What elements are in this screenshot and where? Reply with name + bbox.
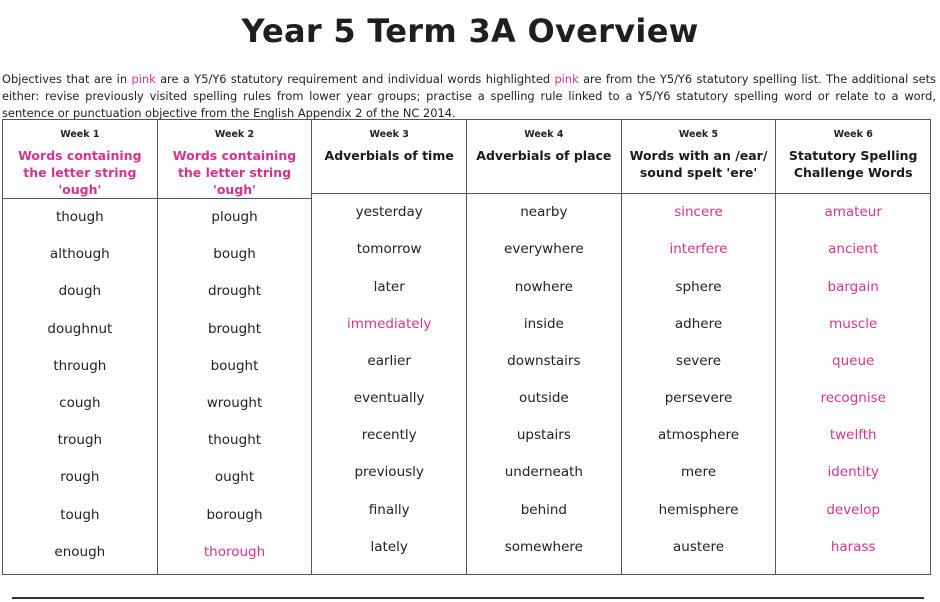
spelling-word: harass [830,538,876,555]
spelling-word: bargain [827,278,879,295]
word-list [776,194,930,574]
spelling-word: earlier [367,352,411,369]
spelling-overview-table [2,119,931,575]
spelling-word: wrought [206,394,263,411]
spelling-word: lately [370,538,408,555]
spelling-word: atmosphere [658,427,740,444]
spelling-word: doughnut [47,320,113,337]
spelling-word: borough [206,506,263,523]
spelling-word: identity [827,464,879,481]
spelling-word: austere [673,538,725,555]
word-list [3,199,157,579]
week-title: Adverbials of time [324,148,454,163]
spelling-word: eventually [353,390,425,407]
week-column-5 [622,120,777,574]
week-title: Words with an /ear/ sound spelt 'ere' [629,148,768,180]
week-column-2 [158,120,313,574]
spelling-word: ancient [828,241,879,258]
spelling-word: twelfth [829,427,877,444]
intro-pink-word-1: pink [131,72,156,87]
intro-paragraph [2,71,936,122]
spelling-word: sphere [675,278,722,295]
spelling-word: dough [58,283,102,300]
spelling-word: behind [520,501,567,518]
spelling-word: immediately [347,315,432,332]
spelling-word: downstairs [507,352,581,369]
week-label: Week 4 [524,129,564,140]
spelling-word: outside [518,390,569,407]
spelling-word: enough [54,543,106,560]
spelling-word: bough [213,246,256,263]
week-column-4 [467,120,622,574]
spelling-word: inside [523,315,564,332]
spelling-word: underneath [504,464,583,481]
week-label: Week 3 [369,129,409,140]
page-title: Year 5 Term 3A Overview [241,12,699,50]
bottom-divider [12,597,924,599]
spelling-word: trough [57,432,103,449]
spelling-word: brought [207,320,262,337]
spelling-word: tomorrow [356,241,422,258]
spelling-word: rough [60,469,100,486]
spelling-word: although [49,246,110,263]
intro-pink-word-2: pink [554,72,579,87]
week-title: Words containing the letter string 'ough' [18,148,142,197]
week-label: Week 5 [678,129,719,140]
spelling-word: develop [826,501,881,518]
word-list [467,194,621,574]
week-header [312,120,466,194]
spelling-word: through [53,357,107,374]
spelling-word: though [55,209,104,225]
week-title: Adverbials of place [476,148,612,163]
week-label: Week 2 [214,129,255,140]
intro-text-3: are from the Y5/Y6 statutory spelling list. The additional sets either: revise previously visited spelling rules from lower year groups; practise a spelling rule linked to a Y5/Y6 statutory spelling word or relate to a word, sentence or punctuation objective from the English Appendix 2 of the NC 2014. [2,72,936,121]
week-header [467,120,621,194]
spelling-word: recently [361,427,417,444]
intro-text-1: Objectives that are in [2,72,132,87]
word-list [158,199,312,579]
spelling-word: previously [354,464,424,481]
spelling-word: severe [675,352,722,369]
week-label: Week 6 [833,129,873,140]
spelling-word: nearby [520,204,568,221]
spelling-word: persevere [664,390,733,407]
spelling-word: adhere [674,315,723,332]
spelling-word: finally [368,501,410,518]
spelling-word: recognise [820,390,886,407]
spelling-word: plough [211,209,258,225]
spelling-word: hemisphere [658,501,739,518]
spelling-word: ought [214,469,255,486]
spelling-word: mere [681,464,717,481]
intro-text-2: are a Y5/Y6 statutory requirement and individual words highlighted [155,72,555,87]
spelling-word: thorough [203,543,266,560]
word-list [312,194,466,574]
week-header [622,120,776,194]
week-title: Words containing the letter string 'ough' [172,148,297,197]
week-label: Week 1 [60,129,100,140]
spelling-word: bought [210,357,259,374]
week-title: Statutory Spelling Challenge Words [788,148,918,180]
spelling-word: drought [207,283,262,300]
spelling-word: amateur [824,204,882,221]
spelling-word: queue [832,352,875,369]
spelling-word: muscle [829,315,878,332]
spelling-word: nowhere [514,278,573,295]
spelling-word: thought [207,432,262,449]
spelling-word: sincere [674,204,723,221]
spelling-word: upstairs [516,427,571,444]
spelling-word: everywhere [504,241,584,258]
week-header [3,120,157,199]
word-list [622,194,776,574]
spelling-word: somewhere [504,538,583,555]
week-header [158,120,312,199]
week-header [776,120,930,194]
spelling-word: yesterday [355,204,423,221]
week-column-1 [3,120,158,574]
week-column-6 [776,120,930,574]
spelling-word: cough [59,394,101,411]
spelling-word: tough [60,506,100,523]
spelling-word: later [373,278,405,295]
spelling-word: interfere [669,241,728,258]
week-column-3 [312,120,467,574]
